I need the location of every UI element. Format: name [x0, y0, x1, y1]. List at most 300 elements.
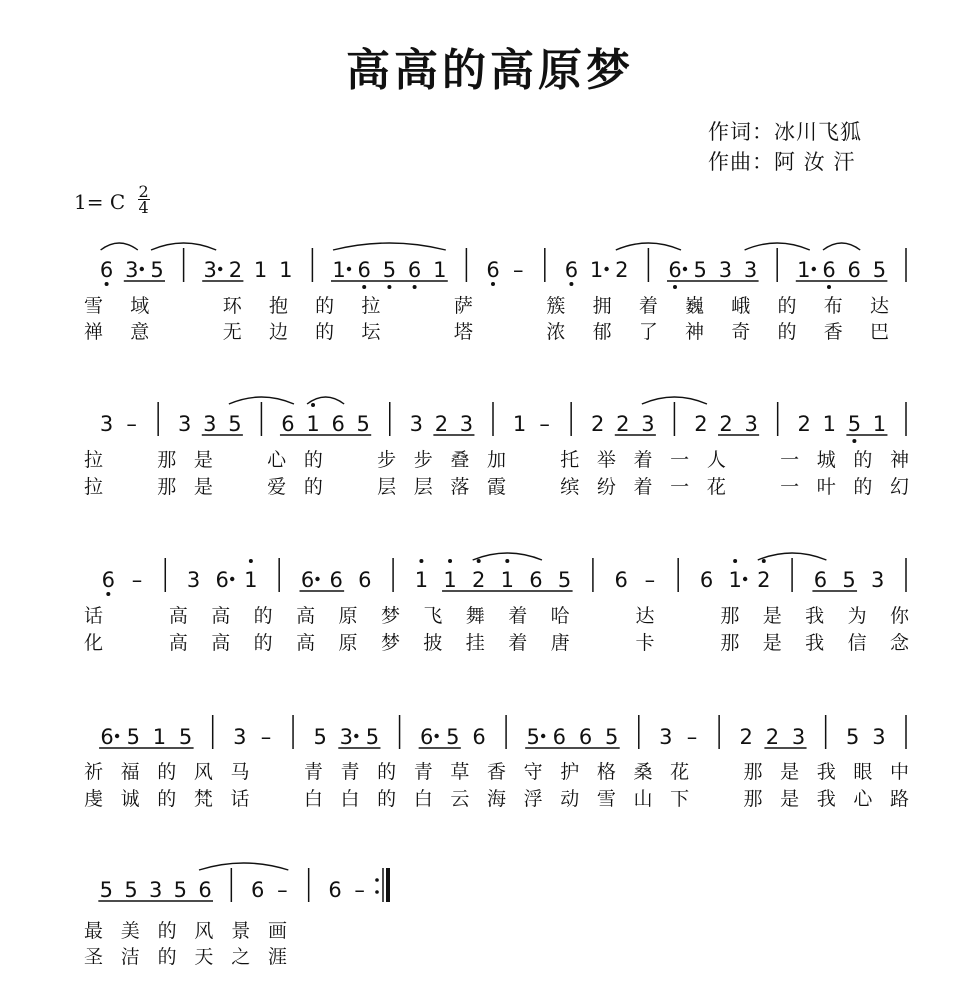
time-signature-bottom: 4: [138, 198, 149, 217]
dash-note: –: [354, 878, 365, 902]
dash-note: –: [686, 725, 698, 749]
lyric-char: 桑: [633, 761, 653, 783]
lyric-char: 飞: [423, 605, 443, 627]
note-digit: 3: [186, 568, 201, 592]
low-octave-dot: [387, 285, 391, 289]
lyric-char: 梦: [380, 632, 400, 654]
note-digit: 6: [472, 725, 486, 749]
lyric-char: 祈: [84, 761, 104, 783]
lyric-char: 的: [303, 449, 323, 471]
lyric-char: 环: [222, 295, 242, 317]
lyric-char: 缤: [560, 476, 580, 498]
note-digit: 6: [215, 568, 229, 592]
lyricist-credit: 作词：冰川飞狐: [708, 120, 862, 144]
note-digit: 1: [797, 258, 811, 282]
low-octave-dot: [827, 285, 831, 289]
lyric-char: 披: [423, 632, 443, 654]
lyric-char: 着: [633, 476, 653, 498]
lyric-char: 的: [157, 946, 177, 968]
low-octave-dot: [852, 439, 856, 443]
lyric-char: 眼: [853, 761, 873, 783]
note-digit: 2: [719, 412, 733, 436]
lyric-char: 青: [413, 761, 433, 783]
note-digit: 5: [557, 568, 572, 592]
note-digit: 1: [500, 568, 515, 592]
lyric-char: 唐: [550, 632, 570, 654]
lyric-char: 中: [890, 761, 910, 783]
lyric-char: 高: [211, 632, 231, 654]
aug-dot: [541, 734, 545, 738]
lyric-char: 信: [847, 632, 867, 654]
lyric-char: 云: [450, 788, 470, 810]
lyric-char: 景: [231, 920, 251, 942]
lyric-char: 化: [84, 632, 104, 654]
note-digit: 5: [842, 568, 856, 592]
dash-note: –: [512, 258, 524, 282]
note-digit: 5: [178, 725, 193, 749]
lyric-char: 坛: [361, 321, 381, 343]
lyric-char: 的: [303, 476, 323, 498]
lyric-char: 守: [523, 761, 543, 783]
note-digit: 5: [605, 725, 619, 749]
lyric-char: 涯: [268, 946, 288, 968]
slur: [823, 243, 860, 250]
lyric-char: 一: [780, 476, 800, 498]
lyric-char: 落: [450, 476, 470, 498]
lyric-char: 幻: [890, 476, 910, 498]
note-digit: 6: [358, 568, 372, 592]
note-digit: 5: [847, 412, 862, 436]
note-digit: 2: [797, 412, 811, 436]
note-digit: 1: [512, 412, 527, 436]
note-digit: 3: [203, 258, 217, 282]
lyric-char: 挂: [465, 632, 485, 654]
note-digit: 3: [872, 725, 886, 749]
lyric-char: 美: [120, 920, 140, 942]
note-digit: 3: [148, 878, 163, 902]
note-digit: 1: [279, 258, 293, 282]
lyric-char: 禅: [84, 321, 104, 343]
note-digit: 3: [870, 568, 885, 592]
lyric-char: 举: [596, 449, 616, 471]
note-digit: 2: [694, 412, 708, 436]
lyric-char: 卡: [635, 632, 655, 654]
note-digit: 2: [765, 725, 780, 749]
lyric-char: 话: [84, 605, 104, 627]
aug-dot: [115, 734, 119, 738]
note-digit: 1: [443, 568, 457, 592]
lyric-char: 那: [743, 761, 763, 783]
note-digit: 3: [233, 725, 247, 749]
note-digit: 1: [433, 258, 447, 282]
note-digit: 3: [791, 725, 806, 749]
low-octave-dot: [362, 285, 366, 289]
aug-dot: [434, 734, 438, 738]
lyric-char: 马: [230, 761, 250, 783]
note-digit: 6: [101, 568, 116, 592]
lyric-char: 高: [296, 605, 316, 627]
lyric-char: 步: [377, 449, 397, 471]
lyric-char: 簇: [546, 295, 566, 317]
lyric-char: 是: [780, 761, 800, 783]
note-digit: 5: [124, 878, 138, 902]
aug-dot: [230, 577, 234, 581]
note-digit: 6: [564, 258, 579, 282]
composer-credit: 作曲：阿 汝 汗: [708, 150, 856, 174]
low-octave-dot: [569, 282, 573, 286]
lyric-char: 花: [670, 761, 690, 783]
note-digit: 6: [328, 878, 342, 902]
lyric-char: 花: [706, 476, 726, 498]
song-title: 高高的高原梦: [346, 45, 634, 96]
lyric-char: 域: [130, 295, 150, 317]
lyric-char: 托: [560, 449, 580, 471]
lyric-char: 了: [638, 321, 658, 343]
note-digit: 5: [150, 258, 164, 282]
note-digit: 6: [407, 258, 422, 282]
aug-dot: [354, 734, 358, 738]
lyric-char: 的: [315, 321, 335, 343]
note-digit: 6: [419, 725, 434, 749]
aug-dot: [218, 267, 222, 271]
dash-note: –: [539, 412, 550, 436]
lyric-char: 我: [805, 632, 825, 654]
high-octave-dot: [249, 559, 253, 563]
lyric-char: 达: [635, 605, 655, 627]
lyric-char: 风: [194, 920, 214, 942]
lyric-char: 步: [413, 449, 433, 471]
lyric-char: 城: [816, 449, 836, 471]
lyric-char: 我: [805, 605, 825, 627]
slur: [333, 243, 446, 250]
lyric-char: 原: [338, 605, 358, 627]
note-digit: 1: [253, 258, 268, 282]
note-digit: 5: [313, 725, 327, 749]
lyric-char: 拥: [592, 295, 612, 317]
note-digit: 5: [872, 258, 887, 282]
note-digit: 6: [357, 258, 371, 282]
lyric-char: 是: [193, 476, 213, 498]
repeat-dot: [375, 878, 379, 882]
note-digit: 3: [743, 258, 758, 282]
lyric-char: 的: [853, 449, 873, 471]
lyric-char: 边: [268, 321, 288, 343]
lyric-char: 的: [377, 788, 397, 810]
note-digit: 5: [526, 725, 540, 749]
lyric-char: 着: [633, 449, 653, 471]
lyric-char: 原: [338, 632, 358, 654]
lyric-char: 香: [487, 761, 507, 783]
lyric-char: 人: [706, 449, 726, 471]
note-digit: 5: [228, 412, 242, 436]
note-digit: 2: [616, 412, 630, 436]
lyric-char: 护: [560, 761, 580, 783]
aug-dot: [315, 577, 319, 581]
lyric-char: 之: [231, 946, 251, 968]
note-digit: 3: [203, 412, 217, 436]
note-digit: 6: [329, 568, 343, 592]
lyric-char: 浓: [546, 321, 566, 343]
dash-note: –: [126, 412, 137, 436]
lyric-char: 拉: [84, 476, 104, 498]
lyric-char: 的: [315, 295, 335, 317]
note-digit: 6: [331, 412, 345, 436]
lyric-char: 虔: [84, 788, 104, 810]
lyric-char: 画: [268, 920, 288, 942]
note-digit: 6: [529, 568, 543, 592]
lyric-char: 那: [720, 632, 740, 654]
note-digit: 1: [244, 568, 258, 592]
lyric-char: 层: [377, 476, 397, 498]
lyric-char: 的: [157, 920, 177, 942]
lyric-char: 福: [120, 761, 140, 783]
note-digit: 3: [339, 725, 353, 749]
lyric-char: 霞: [487, 476, 507, 498]
note-digit: 2: [757, 568, 771, 592]
lyric-char: 郁: [592, 321, 612, 343]
aug-dot: [347, 267, 351, 271]
lyric-char: 塔: [453, 321, 473, 343]
lyric-char: 念: [890, 632, 910, 654]
lyric-char: 舞: [465, 605, 485, 627]
dash-note: –: [131, 568, 143, 592]
lyric-char: 是: [780, 788, 800, 810]
lyric-char: 梵: [193, 788, 213, 810]
note-digit: 3: [125, 258, 139, 282]
lyric-char: 哈: [550, 605, 570, 627]
note-digit: 1: [589, 258, 604, 282]
note-digit: 3: [178, 412, 192, 436]
note-digit: 1: [728, 568, 742, 592]
lyric-char: 圣: [84, 946, 104, 968]
lyric-char: 格: [596, 761, 616, 783]
note-digit: 3: [744, 412, 758, 436]
lyric-char: 诚: [120, 788, 140, 810]
note-digit: 3: [459, 412, 474, 436]
lyric-char: 的: [777, 321, 797, 343]
note-digit: 6: [198, 878, 212, 902]
lyric-char: 我: [816, 761, 836, 783]
lyric-char: 神: [890, 449, 910, 471]
note-digit: 2: [591, 412, 605, 436]
low-octave-dot: [673, 285, 677, 289]
slur: [101, 243, 138, 250]
note-digit: 3: [99, 412, 114, 436]
low-octave-dot: [105, 282, 109, 286]
lyric-char: 梦: [380, 605, 400, 627]
lyric-char: 拉: [361, 295, 381, 317]
lyric-char: 萨: [453, 295, 473, 317]
lyric-char: 层: [413, 476, 433, 498]
low-octave-dot: [413, 285, 417, 289]
lyric-char: 着: [508, 632, 528, 654]
note-digit: 6: [486, 258, 500, 282]
note-digit: 6: [250, 878, 265, 902]
note-digit: 6: [614, 568, 628, 592]
lyric-char: 意: [130, 321, 150, 343]
note-digit: 2: [471, 568, 486, 592]
lyric-char: 是: [193, 449, 213, 471]
note-digit: 3: [718, 258, 733, 282]
lyric-char: 山: [633, 788, 653, 810]
lyric-char: 路: [890, 788, 910, 810]
note-digit: 2: [615, 258, 629, 282]
lyric-char: 海: [487, 788, 507, 810]
note-digit: 5: [846, 725, 860, 749]
dash-note: –: [260, 725, 272, 749]
lyric-char: 雪: [84, 295, 104, 317]
note-digit: 1: [152, 725, 167, 749]
note-digit: 6: [552, 725, 567, 749]
note-digit: 3: [659, 725, 673, 749]
note-digit: 5: [365, 725, 380, 749]
lyric-char: 天: [194, 946, 214, 968]
lyric-char: 高: [168, 632, 188, 654]
note-digit: 6: [281, 412, 295, 436]
lyric-char: 一: [780, 449, 800, 471]
dash-note: –: [277, 878, 288, 902]
lyric-char: 青: [340, 761, 360, 783]
lyric-char: 着: [638, 295, 658, 317]
lyric-char: 加: [487, 449, 507, 471]
lyric-char: 青: [303, 761, 323, 783]
lyric-char: 叠: [450, 449, 470, 471]
lyric-char: 峨: [731, 295, 751, 317]
lyric-char: 的: [253, 632, 273, 654]
note-digit: 6: [668, 258, 682, 282]
aug-dot: [812, 267, 816, 271]
aug-dot: [743, 577, 747, 581]
lyric-char: 纷: [596, 476, 616, 498]
aug-dot: [604, 267, 608, 271]
lyric-char: 那: [157, 476, 177, 498]
repeat-dot: [375, 890, 379, 894]
lyric-char: 高: [296, 632, 316, 654]
lyric-char: 神: [685, 321, 705, 343]
lyric-char: 那: [743, 788, 763, 810]
lyric-char: 那: [720, 605, 740, 627]
lyric-char: 最: [84, 920, 104, 942]
note-digit: 6: [699, 568, 714, 592]
note-digit: 3: [641, 412, 655, 436]
note-digit: 5: [99, 878, 114, 902]
time-signature-top: 2: [138, 182, 149, 201]
lyric-char: 的: [377, 761, 397, 783]
lyric-char: 白: [340, 788, 360, 810]
note-digit: 3: [409, 412, 423, 436]
note-digit: 6: [99, 258, 114, 282]
lyric-char: 白: [303, 788, 323, 810]
dash-note: –: [644, 568, 656, 592]
note-digit: 1: [306, 412, 320, 436]
note-digit: 5: [356, 412, 370, 436]
note-digit: 6: [578, 725, 593, 749]
lyric-char: 无: [222, 321, 242, 343]
note-digit: 1: [822, 412, 836, 436]
lyric-char: 的: [853, 476, 873, 498]
lyric-char: 的: [157, 761, 177, 783]
low-octave-dot: [106, 592, 110, 596]
note-digit: 6: [822, 258, 836, 282]
note-digit: 5: [126, 725, 140, 749]
lyric-char: 动: [560, 788, 580, 810]
lyric-char: 香: [823, 321, 843, 343]
slur: [199, 863, 288, 870]
high-octave-dot: [733, 559, 737, 563]
lyric-char: 洁: [120, 946, 140, 968]
note-digit: 2: [434, 412, 449, 436]
lyric-char: 是: [762, 632, 782, 654]
aug-dot: [683, 267, 687, 271]
lyric-char: 风: [193, 761, 213, 783]
lyric-char: 达: [870, 295, 890, 317]
lyric-char: 的: [157, 788, 177, 810]
note-digit: 5: [693, 258, 707, 282]
high-octave-dot: [311, 403, 315, 407]
lyric-char: 的: [777, 295, 797, 317]
note-digit: 1: [872, 412, 887, 436]
high-octave-dot: [762, 559, 766, 563]
lyric-char: 高: [168, 605, 188, 627]
lyric-char: 拉: [84, 449, 104, 471]
note-digit: 6: [300, 568, 315, 592]
lyric-char: 巍: [685, 295, 705, 317]
lyric-char: 浮: [523, 788, 543, 810]
lyric-char: 巴: [870, 321, 890, 343]
lyric-char: 你: [890, 605, 910, 627]
lyric-char: 草: [450, 761, 470, 783]
low-octave-dot: [491, 282, 495, 286]
lyric-char: 是: [762, 605, 782, 627]
high-octave-dot: [505, 559, 509, 563]
lyric-char: 话: [230, 788, 250, 810]
note-digit: 2: [739, 725, 753, 749]
lyric-char: 叶: [816, 476, 836, 498]
note-digit: 6: [813, 568, 828, 592]
note-digit: 5: [382, 258, 397, 282]
high-octave-dot: [419, 559, 423, 563]
high-octave-dot: [448, 559, 452, 563]
lyric-char: 爱: [267, 476, 287, 498]
lyric-char: 高: [211, 605, 231, 627]
note-digit: 1: [332, 258, 346, 282]
lyric-char: 那: [157, 449, 177, 471]
lyric-char: 奇: [731, 321, 751, 343]
slur: [473, 553, 542, 560]
note-digit: 5: [173, 878, 188, 902]
lyric-char: 一: [670, 476, 690, 498]
note-digit: 1: [414, 568, 429, 592]
high-octave-dot: [477, 559, 481, 563]
note-digit: 5: [446, 725, 460, 749]
lyric-char: 心: [267, 449, 287, 471]
lyric-char: 着: [508, 605, 528, 627]
note-digit: 6: [847, 258, 861, 282]
note-digit: 2: [228, 258, 243, 282]
lyric-char: 心: [853, 788, 873, 810]
lyric-char: 抱: [268, 295, 288, 317]
lyric-char: 一: [670, 449, 690, 471]
lyric-char: 为: [847, 605, 867, 627]
slur: [307, 397, 344, 404]
aug-dot: [140, 267, 144, 271]
lyric-char: 雪: [596, 788, 616, 810]
key-label: 1= C: [74, 190, 126, 214]
lyric-char: 的: [253, 605, 273, 627]
lyric-char: 布: [823, 295, 843, 317]
lyric-char: 白: [413, 788, 433, 810]
lyric-char: 下: [670, 788, 690, 810]
